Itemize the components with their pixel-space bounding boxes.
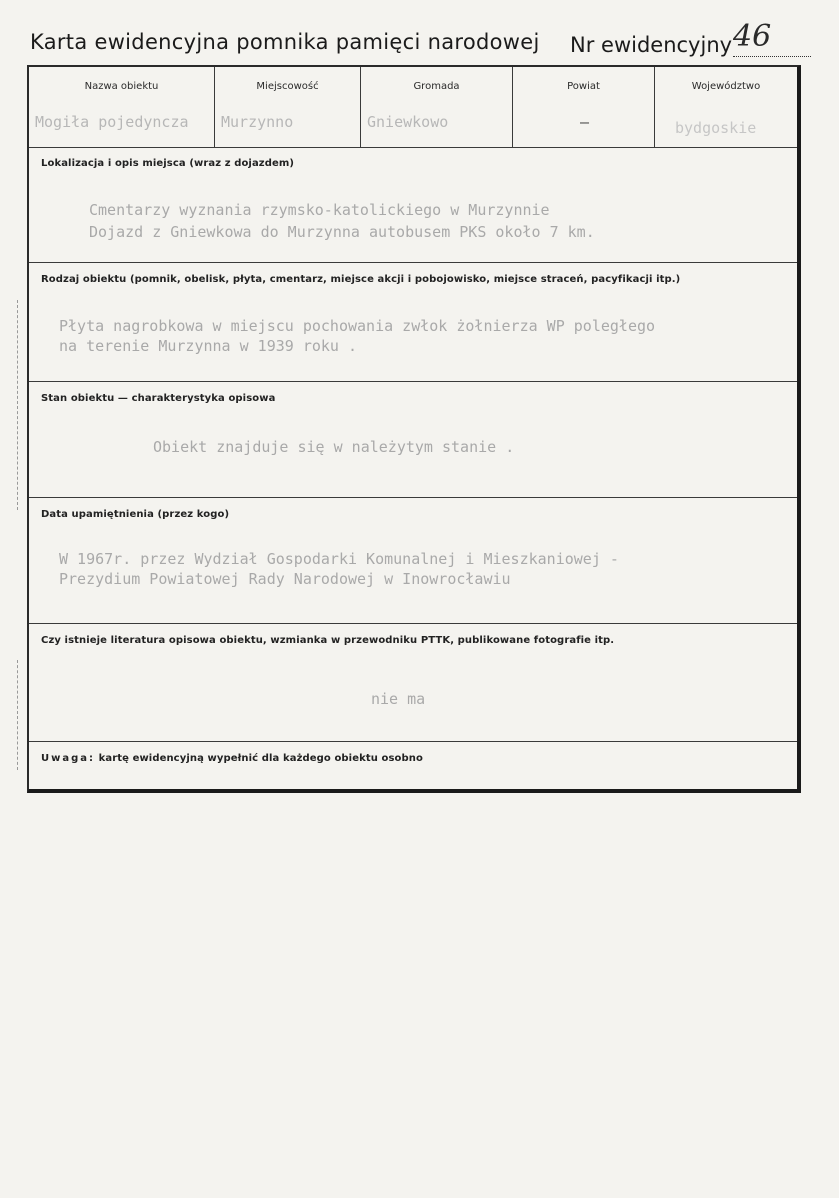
margin-binding-marks [17, 300, 21, 510]
section-lokalizacja [29, 147, 797, 263]
registration-number-label: Nr ewidencyjny [570, 33, 733, 57]
section-stan-obiektu [29, 382, 797, 498]
field-label: Nazwa obiektu [84, 81, 159, 92]
section-label: Czy istnieje literatura opisowa obiektu, wzmianka w przewodniku PTTK, publikowane fotografie itp. [41, 635, 615, 646]
section-label: Rodzaj obiektu (pomnik, obelisk, płyta, cmentarz, miejsce akcji i pobojowisko, miejsce straceń, pacyfikacji itp.) [41, 274, 681, 285]
section-data-upamietnienia [29, 498, 797, 624]
field-wojewodztwo [655, 67, 797, 147]
field-value: Mogiła pojedyncza [35, 113, 189, 131]
field-value: Gniewkowo [367, 113, 449, 131]
typed-line: Obiekt znajduje się w należytym stanie . [153, 438, 515, 456]
form-frame [27, 65, 801, 793]
typed-line: Dojazd z Gniewkowa do Murzynna autobusem PKS około 7 km. [89, 223, 595, 241]
field-miejscowosc [215, 67, 361, 147]
field-value: – [579, 113, 590, 131]
field-label: Miejscowość [256, 81, 319, 92]
registration-number-value: 46 [733, 19, 772, 54]
field-nazwa-obiektu [29, 67, 215, 147]
section-label: Lokalizacja i opis miejsca (wraz z dojazdem) [41, 158, 295, 169]
field-value: bydgoskie [675, 119, 757, 137]
typed-line: W 1967r. przez Wydział Gospodarki Komunalnej i Mieszkaniowej - [59, 550, 619, 568]
field-powiat [513, 67, 655, 147]
header-fields-row [29, 67, 797, 148]
section-label: Data upamiętnienia (przez kogo) [41, 509, 230, 520]
typed-line: nie ma [371, 690, 426, 708]
section-label [41, 753, 423, 764]
field-label: Powiat [567, 81, 600, 92]
uwaga-label: Uwaga: [41, 753, 96, 764]
uwaga-instruction: kartę ewidencyjną wypełnić dla każdego obiektu osobno [95, 753, 423, 764]
section-label: Stan obiektu — charakterystyka opisowa [41, 393, 276, 404]
section-literatura [29, 624, 797, 742]
field-gromada [361, 67, 513, 147]
typed-line: Prezydium Powiatowej Rady Narodowej w Inowrocławiu [59, 570, 511, 588]
typed-line: Płyta nagrobkowa w miejscu pochowania zwłok żołnierza WP poległego [59, 317, 656, 335]
card-title: Karta ewidencyjna pomnika pamięci narodowej [30, 30, 540, 54]
typed-line: Cmentarzy wyznania rzymsko-katolickiego w Murzynnie [89, 201, 550, 219]
field-label: Gromada [413, 81, 460, 92]
registration-number-dotted-line [733, 56, 811, 57]
field-label: Województwo [691, 81, 761, 92]
field-value: Murzynno [221, 113, 294, 131]
typed-line: na terenie Murzynna w 1939 roku . [59, 337, 358, 355]
margin-binding-marks [17, 660, 21, 770]
section-uwaga [29, 742, 797, 792]
section-rodzaj-obiektu [29, 263, 797, 382]
